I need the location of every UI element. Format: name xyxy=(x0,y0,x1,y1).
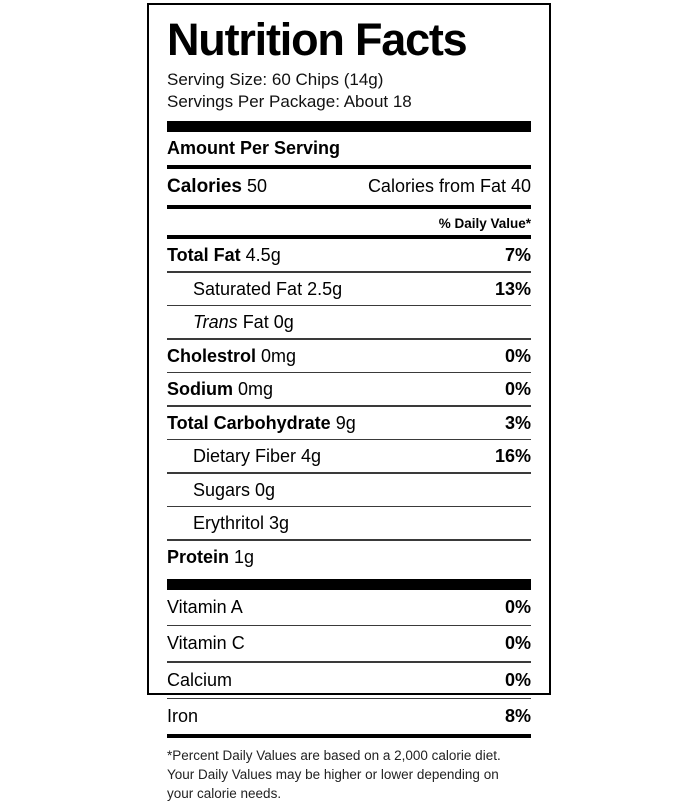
nutrient-name: Total Carbohydrate xyxy=(167,412,331,433)
nutrient-row xyxy=(167,507,531,539)
calories-row xyxy=(167,169,531,205)
nutrient-amount: 1g xyxy=(234,546,255,567)
daily-value-header: % Daily Value* xyxy=(438,216,531,231)
nutrient-amount: 0mg xyxy=(261,345,297,366)
nutrition-facts-content xyxy=(167,13,531,803)
nutrient-left xyxy=(167,379,273,399)
nutrient-amount: 4.5g xyxy=(245,245,281,265)
nutrient-percent: 0% xyxy=(504,379,531,399)
nutrient-percent: 3% xyxy=(504,412,531,433)
nutrient-row xyxy=(167,340,531,372)
nutrient-left xyxy=(167,346,296,366)
nutrient-left xyxy=(167,513,289,533)
calories-from-fat: Calories from Fat 40 xyxy=(367,176,531,196)
nutrient-row xyxy=(167,273,531,305)
nutrient-left xyxy=(167,312,294,332)
nutrient-amount: 9g xyxy=(335,412,356,433)
nutrient-row xyxy=(167,541,531,573)
page-title: Nutrition Facts xyxy=(167,14,467,65)
nutrient-percent: 0% xyxy=(504,345,531,366)
nutrient-percent: 16% xyxy=(494,446,531,466)
vitamin-name: Vitamin C xyxy=(167,633,245,653)
nutrient-name: Protein xyxy=(167,546,230,567)
nutrient-left xyxy=(167,413,356,433)
nutrient-row xyxy=(167,440,531,472)
footnote xyxy=(167,738,531,803)
nutrient-left xyxy=(167,480,275,500)
nutrient-left xyxy=(167,446,321,466)
servings-per-package-text: Servings Per Package: About 18 xyxy=(167,92,412,111)
nutrition-facts-panel xyxy=(147,3,551,801)
nutrient-amount: 0g xyxy=(255,479,276,500)
vitamin-row xyxy=(167,626,531,661)
nutrient-left xyxy=(167,245,281,265)
nutrient-name: Cholestrol xyxy=(167,345,257,366)
nutrient-name: Erythritol xyxy=(193,513,265,533)
nutrient-left xyxy=(167,547,254,567)
nutrient-name: Sugars xyxy=(193,479,251,500)
vitamin-row xyxy=(167,699,531,734)
nutrient-row xyxy=(167,306,531,338)
divider-thick-top xyxy=(167,121,531,132)
nutrient-row xyxy=(167,474,531,506)
vitamin-name: Iron xyxy=(167,706,199,726)
vitamin-percent: 0% xyxy=(504,633,531,653)
nutrient-name: Total Fat xyxy=(167,245,241,265)
nutrient-name: Saturated Fat xyxy=(193,278,303,299)
vitamin-percent: 0% xyxy=(504,669,531,690)
amount-per-serving-label: Amount Per Serving xyxy=(167,138,341,158)
nutrient-percent: 7% xyxy=(504,245,531,265)
nutrient-row xyxy=(167,407,531,439)
vitamin-percent: 8% xyxy=(504,706,531,726)
vitamin-name: Calcium xyxy=(167,669,233,690)
nutrient-row xyxy=(167,239,531,271)
serving-size-text: Serving Size: 60 Chips (14g) xyxy=(167,70,384,89)
nutrient-name: Trans xyxy=(193,312,238,332)
footnote-line: *Percent Daily Values are based on a 2,000 calorie diet. xyxy=(167,748,501,763)
vitamin-row xyxy=(167,590,531,625)
nutrient-amount: 3g xyxy=(269,513,290,533)
nutrient-left xyxy=(167,279,342,299)
footnote-line: your calorie needs. xyxy=(167,786,282,801)
vitamin-percent: 0% xyxy=(504,596,531,617)
nutrient-name: Sodium xyxy=(167,379,233,399)
nutrient-row xyxy=(167,373,531,405)
nutrient-name: Dietary Fiber xyxy=(193,446,297,466)
footnote-line: Your Daily Values may be higher or lower depending on xyxy=(167,767,499,782)
nutrient-amount: 0mg xyxy=(238,379,274,399)
nutrient-amount: 2.5g xyxy=(307,278,343,299)
calories-label: Calories xyxy=(167,176,242,197)
calories-left xyxy=(167,176,267,198)
nutrient-amount: Fat 0g xyxy=(242,312,294,332)
divider-thick-vitamins xyxy=(167,579,531,590)
nutrient-amount: 4g xyxy=(301,446,322,466)
vitamin-name: Vitamin A xyxy=(167,596,243,617)
calories-value: 50 xyxy=(247,176,268,196)
vitamin-row xyxy=(167,663,531,698)
nutrient-percent: 13% xyxy=(494,278,531,299)
